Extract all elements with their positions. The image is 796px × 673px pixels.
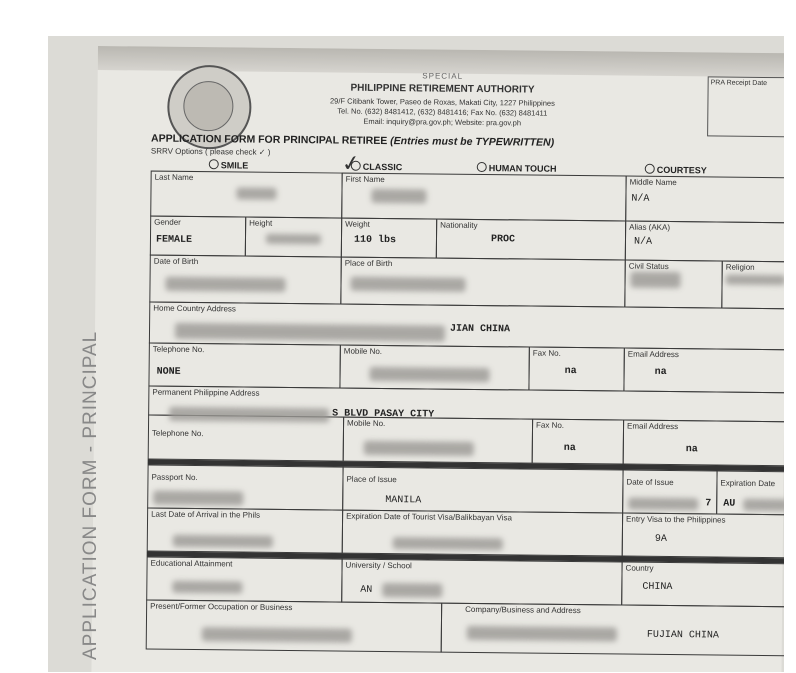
middle-name-value: N/A [631,193,650,205]
option-courtesy[interactable]: COURTESY [645,164,707,176]
form-title-text: APPLICATION FORM FOR PRINCIPAL RETIREE [150,132,388,148]
field-home-address[interactable]: Home Country Address [149,302,784,351]
redaction-blur [743,499,784,511]
field-place-of-issue[interactable]: Place of Issue [342,467,623,514]
option-smile[interactable]: SMILE [209,159,249,170]
document-photo [48,36,784,672]
form-title-note: (Entries must be TYPEWRITTEN) [390,135,555,149]
header-special: SPECIAL [422,71,464,81]
field-telephone-2[interactable]: Telephone No. [148,415,344,462]
field-date-of-issue[interactable]: Date of Issue [622,470,717,515]
redaction-blur [393,537,503,550]
field-nationality[interactable]: Nationality [436,219,626,261]
redaction-blur [236,187,276,199]
redaction-blur [382,583,442,598]
redaction-blur [202,627,352,643]
redaction-blur [630,272,680,289]
redaction-blur [266,234,321,245]
redaction-blur [628,498,698,511]
application-form-sheet [91,46,784,672]
radio-circle-icon [477,162,487,172]
header-address: 29/F Citibank Tower, Paseo de Roxas, Makati City, 1227 Philippines [329,96,555,108]
option-classic[interactable]: CLASSIC [351,161,403,173]
date-of-issue-value: 7 [705,498,712,510]
redaction-blur [175,323,445,342]
telephone-value: NONE [156,366,181,378]
field-mobile-2[interactable]: Mobile No. [343,417,533,464]
field-university[interactable]: University / School [341,559,622,606]
field-expiration-date[interactable]: Expiration Date [716,471,784,516]
field-email-2[interactable]: Email Address [623,420,784,467]
university-value: AN [360,584,373,596]
field-civil-status[interactable]: Civil Status [624,260,722,309]
field-religion[interactable]: Religion [721,261,784,310]
country-value: CHINA [642,581,673,594]
place-of-issue-value: MANILA [385,495,422,507]
weight-value: 110 lbs [353,234,397,247]
gender-value: FEMALE [155,234,193,246]
header-phone: Tel. No. (632) 8481412, (632) 8481416; Fax No. (632) 8481411 [337,106,548,118]
field-visa-expiry[interactable]: Expiration Date of Tourist Visa/Balikbayan Visa [342,510,623,557]
field-occupation[interactable]: Present/Former Occupation or Business [146,600,443,653]
option-human-touch[interactable]: HUMAN TOUCH [477,162,557,174]
field-last-arrival[interactable]: Last Date of Arrival in the Phils [147,508,343,554]
field-education[interactable]: Educational Attainment [146,557,342,603]
header-email: Email: inquiry@pra.gov.ph; Website: pra.gov.ph [363,116,522,128]
field-entry-visa[interactable]: Entry Visa to the Philippines [622,513,784,559]
redaction-blur [350,277,465,292]
redaction-blur [169,407,329,423]
field-gender[interactable]: Gender [150,216,246,257]
srrv-options-label: SRRV Options ( please check ✓ ) [150,146,271,157]
field-company[interactable]: Company/Business and Address [441,603,784,657]
field-fax[interactable]: Fax No. [528,347,624,392]
field-height[interactable]: Height [245,217,342,258]
redaction-blur [364,441,474,456]
email-value: na [654,366,667,378]
field-email[interactable]: Email Address [623,348,784,394]
field-middle-name[interactable]: Middle Name [625,176,784,224]
redaction-blur [153,491,243,506]
redaction-blur [172,581,242,594]
nationality-value: PROC [490,234,516,246]
radio-circle-icon [209,159,219,169]
header-agency: PHILIPPINE RETIREMENT AUTHORITY [350,82,535,96]
radio-circle-icon [645,164,655,174]
redaction-blur [467,626,617,642]
field-alias[interactable]: Alias (AKA) [625,221,784,263]
redaction-blur [726,275,784,286]
receipt-date-label: PRA Receipt Date [710,79,768,88]
field-passport[interactable]: Passport No. [147,465,343,511]
checkmark-icon: ✓ [340,149,362,177]
field-date-of-birth[interactable]: Date of Birth [149,255,341,305]
fax-value: na [564,365,577,378]
company-value: FUJIAN CHINA [646,629,719,642]
redaction-blur [165,277,285,292]
home-address-value: JIAN CHINA [449,323,511,336]
field-country[interactable]: Country [621,562,784,608]
entry-visa-value: 9A [654,533,667,545]
email-2-value: na [685,444,698,456]
ph-address-value: S BLVD PASAY CITY [332,408,435,421]
redaction-blur [173,535,273,548]
field-weight[interactable]: Weight [341,218,437,259]
field-place-of-birth[interactable]: Place of Birth [340,257,625,308]
field-fax-2[interactable]: Fax No. [532,419,624,465]
side-title-vertical: APPLICATION FORM - PRINCIPAL [80,330,101,660]
alias-value: N/A [633,236,653,248]
receipt-date-box [707,76,784,137]
fax-2-value: na [563,442,576,455]
field-mobile[interactable]: Mobile No. [339,345,529,391]
redaction-blur [370,367,490,382]
redaction-blur [371,189,426,204]
expiration-date-value: AU [723,498,736,510]
field-last-name[interactable]: Last Name [150,171,342,219]
field-telephone[interactable]: Telephone No. [148,343,340,389]
field-first-name[interactable]: First Name [341,173,626,222]
field-ph-address[interactable]: Permanent Philippine Address [148,386,784,423]
